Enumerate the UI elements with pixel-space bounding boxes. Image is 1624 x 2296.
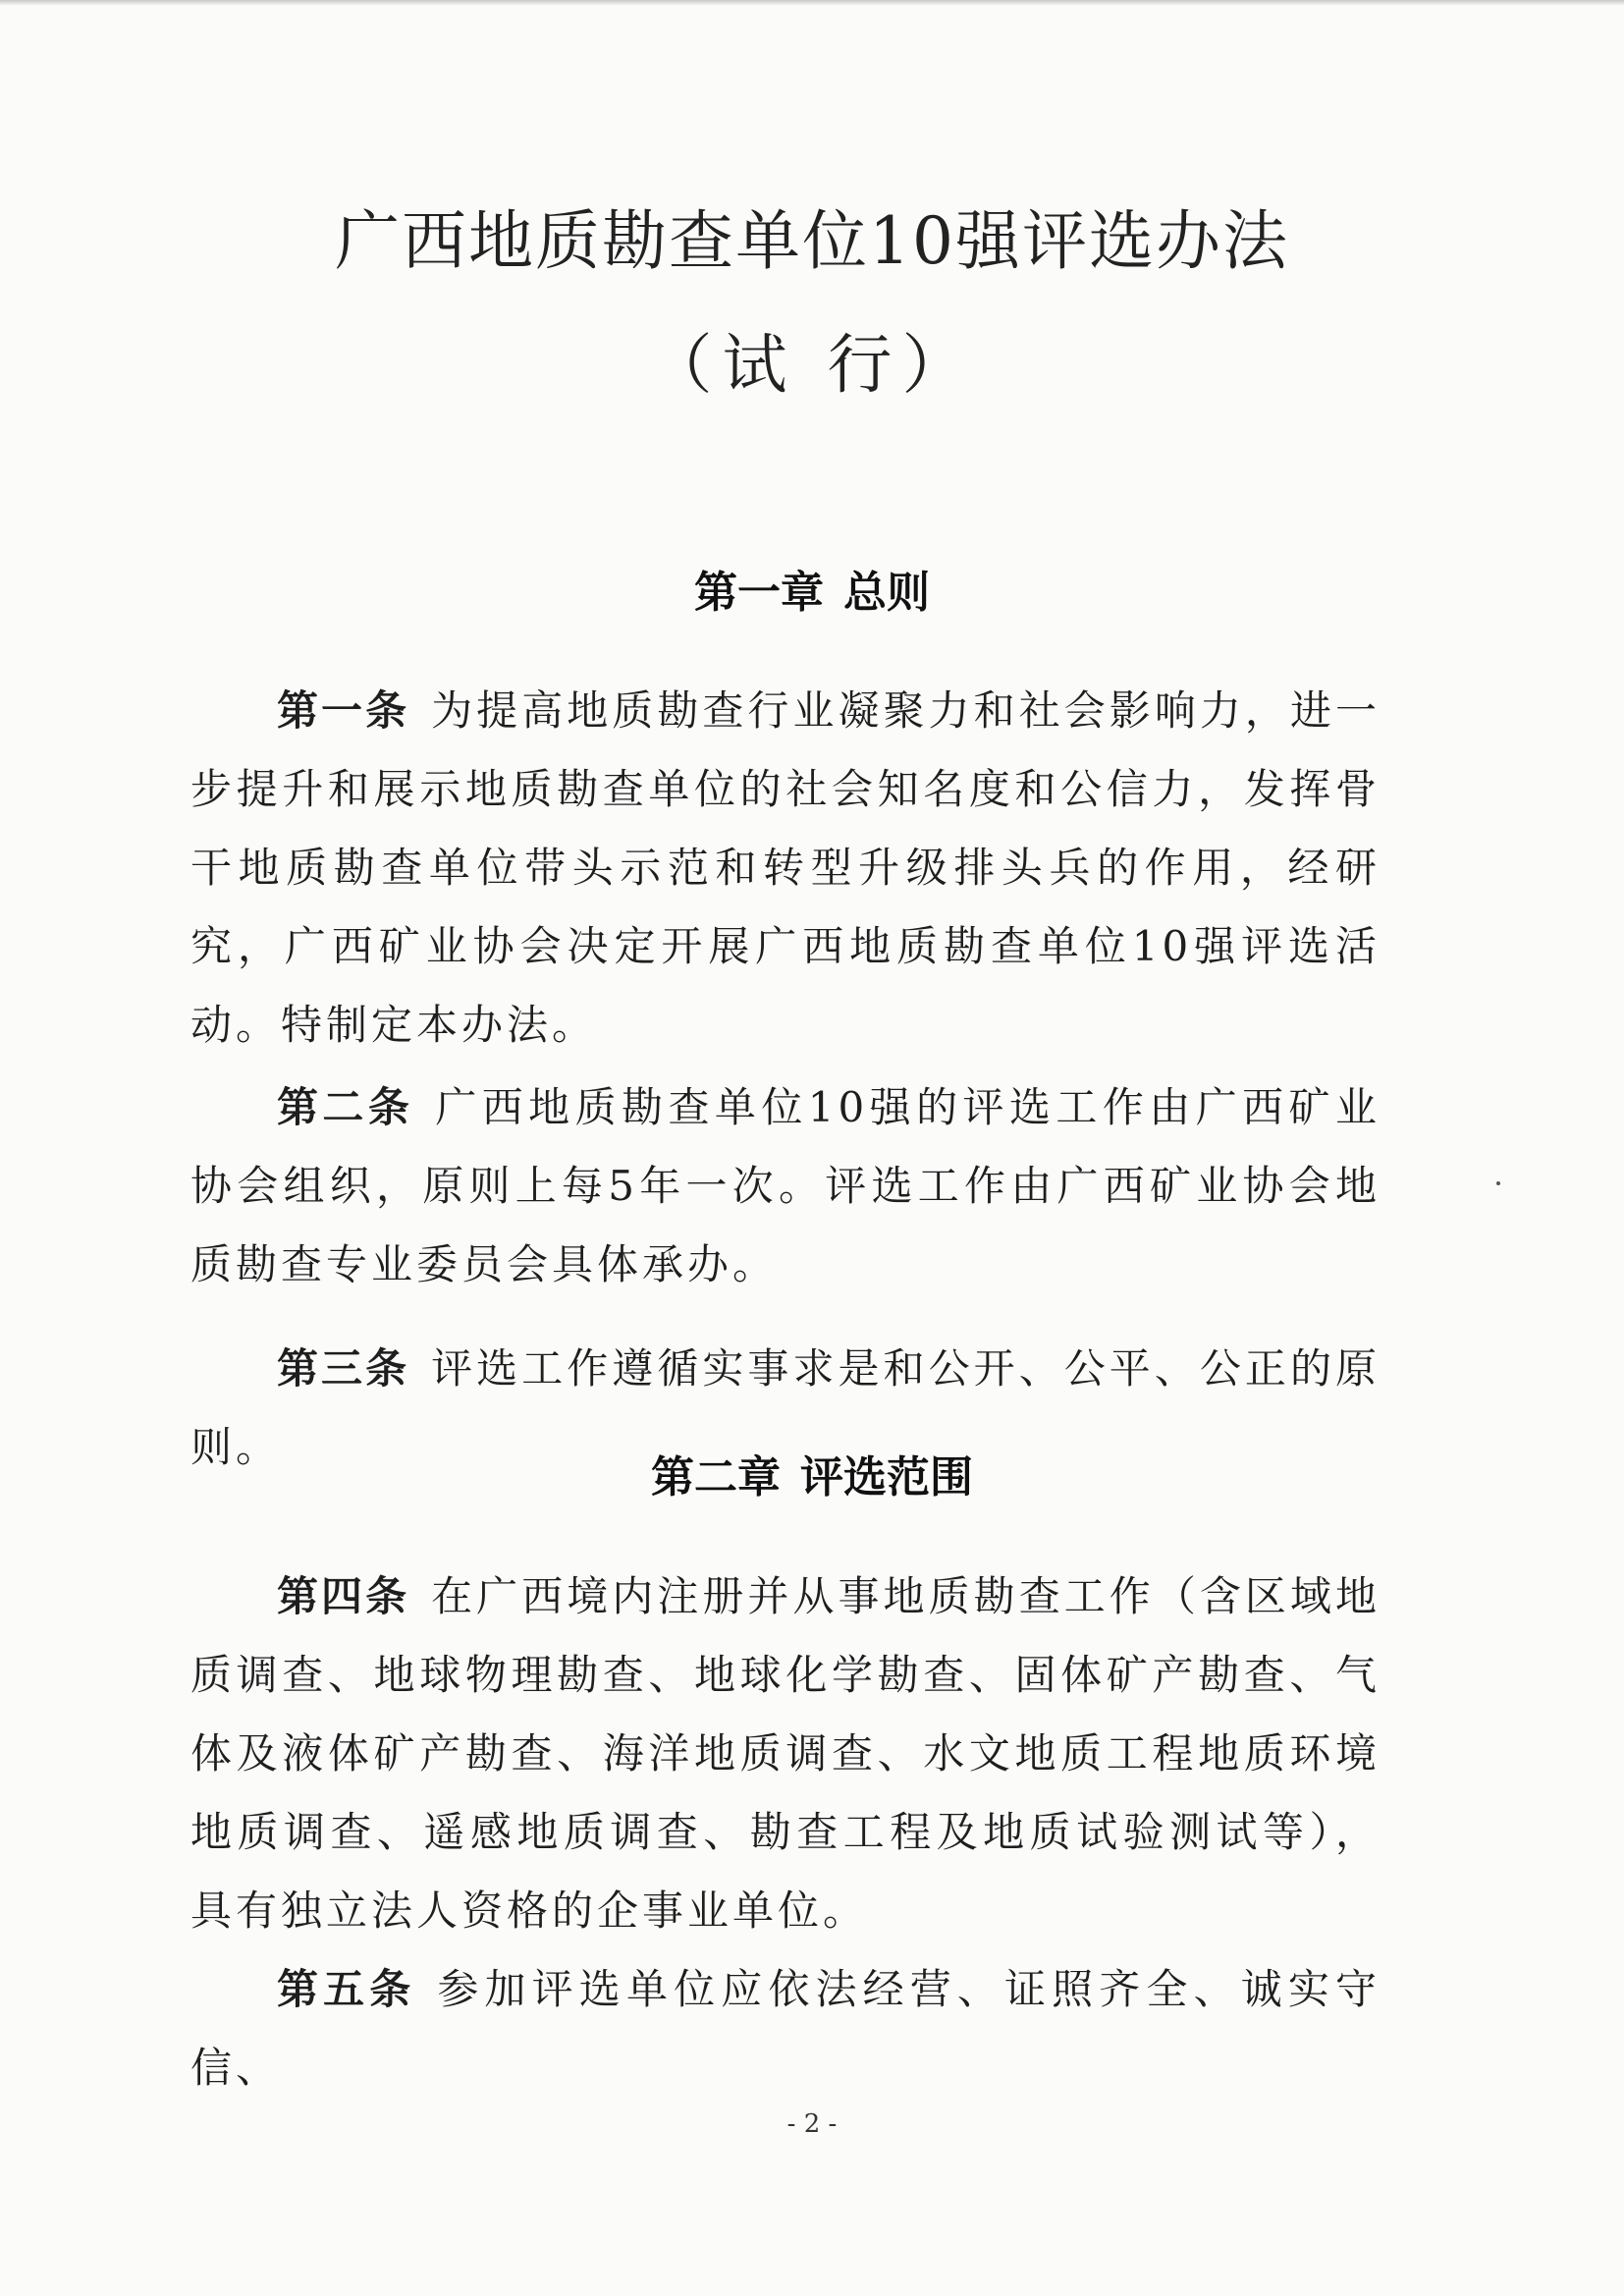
article-lead: 第五条: [277, 1965, 416, 2013]
article-4: [190, 1558, 1380, 1950]
article-text: 评选工作遵循实事求是和公开、公平、公正的原则。: [190, 1344, 1380, 1471]
chapter-name: 评选范围: [800, 1452, 973, 1503]
chapter-name: 总则: [843, 568, 930, 618]
chapter-label: 第一章: [694, 568, 824, 618]
article-lead: 第一条: [277, 686, 410, 735]
article-text: 参加评选单位应依法经营、证照齐全、诚实守信、: [190, 1965, 1380, 2092]
article-2: [190, 1068, 1380, 1304]
scan-speck: [1496, 1181, 1500, 1185]
article-lead: 第四条: [277, 1572, 410, 1620]
article-text: 在广西境内注册并从事地质勘查工作（含区域地质调查、地球物理勘查、地球化学勘查、固体矿产勘查、气体及液体矿产勘查、海洋地质调查、水文地质工程地质环境地质调查、遥感地质调查、勘查工程及地质试验测试等），具有独立法人资格的企事业单位。: [190, 1572, 1380, 1935]
scan-edge: [0, 0, 1624, 6]
document-subtitle: （试 行）: [647, 327, 977, 403]
article-lead: 第二条: [277, 1083, 414, 1131]
article-text: 为提高地质勘查行业凝聚力和社会影响力，进一步提升和展示地质勘查单位的社会知名度和公信力，发挥骨干地质勘查单位带头示范和转型升级排头兵的作用，经研究，广西矿业协会决定开展广西地质勘查单位10强评选活动。特制定本办法。: [190, 686, 1380, 1049]
article-5: [190, 1950, 1380, 2107]
chapter-label: 第二章: [651, 1452, 781, 1503]
chapter-heading-1: [0, 557, 1624, 620]
article-lead: 第三条: [277, 1344, 410, 1393]
page-number: - 2 -: [786, 2109, 838, 2139]
chapter-heading-2: [0, 1442, 1624, 1504]
article-1: [190, 672, 1380, 1065]
document-title: 广西地质勘查单位10强评选办法: [335, 203, 1289, 279]
article-text: 广西地质勘查单位10强的评选工作由广西矿业协会组织，原则上每5年一次。评选工作由广西矿业协会地质勘查专业委员会具体承办。: [190, 1083, 1380, 1288]
